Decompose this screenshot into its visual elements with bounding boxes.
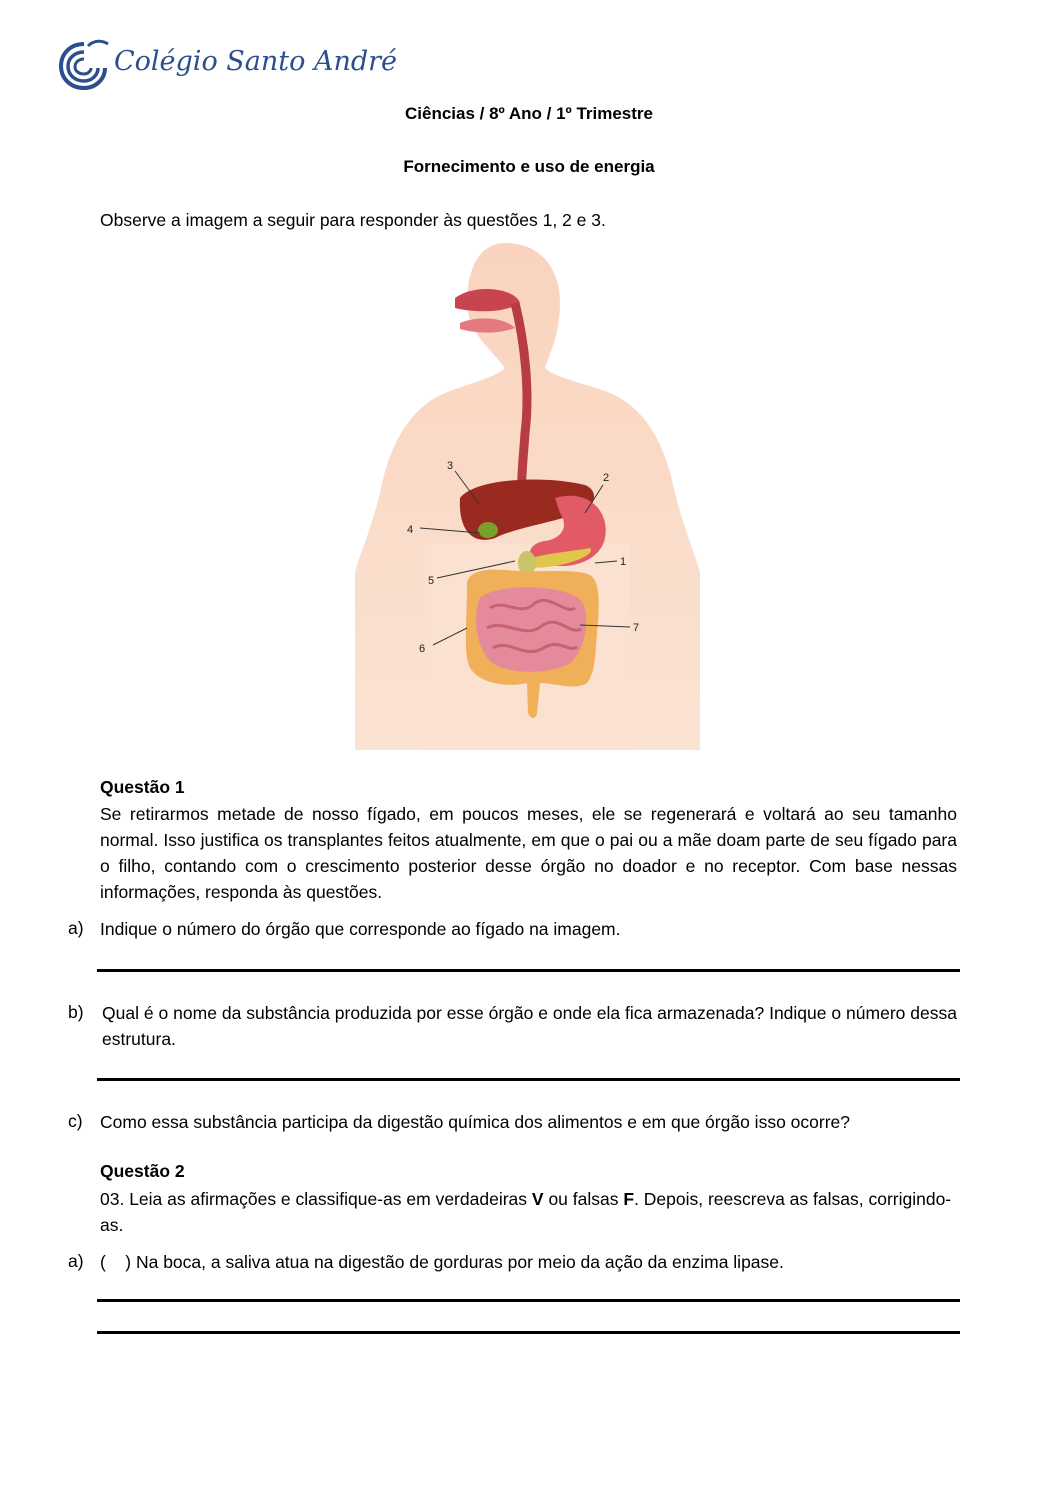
figure-label-4: 4 <box>407 524 414 536</box>
true-marker: V <box>531 1189 544 1209</box>
school-logo <box>58 38 398 94</box>
digestive-system-figure <box>355 243 700 750</box>
q1-item-b-letter: b) <box>68 1002 84 1022</box>
figure-label-5: 5 <box>428 575 435 587</box>
figure-label-6: 6 <box>419 643 426 655</box>
q1-item-b-text: Qual é o nome da substância produzida por esse órgão e onde ela fica armazenada? Indique o número dessa estrutura. <box>102 1003 957 1049</box>
q2-item-a-text: ( ) Na boca, a saliva atua na digestão de gorduras por meio da ação da enzima lipase. <box>100 1252 784 1272</box>
intro-text: Observe a imagem a seguir para responder às questões 1, 2 e 3. <box>100 210 606 230</box>
answer-line-q1b[interactable] <box>97 1078 960 1081</box>
figure-label-1: 1 <box>620 556 627 568</box>
q1-item-c-letter: c) <box>68 1111 83 1131</box>
q1-item-a-text: Indique o número do órgão que corresponde ao fígado na imagem. <box>100 919 621 939</box>
figure-label-2: 2 <box>603 472 610 484</box>
question-1-title: Questão 1 <box>100 777 185 797</box>
question-1-text: Se retirarmos metade de nosso fígado, em poucos meses, ele se regenerará e voltará ao seu tamanho normal. Isso justifica os transplantes feitos atualmente, em que o pai ou a mãe doam parte de seu fígado para o filho, contando com o crescimento posterior desse órgão no doador e no receptor. Com base nessas informações, responda às questões. <box>100 804 957 902</box>
false-marker: F <box>623 1189 635 1209</box>
subject-line: Ciências / 8º Ano / 1º Trimestre <box>405 104 653 123</box>
q1-item-c-text: Como essa substância participa da digestão química dos alimentos e em que órgão isso ocorre? <box>100 1112 850 1132</box>
answer-line-q2a-1[interactable] <box>97 1299 960 1302</box>
question-2-title: Questão 2 <box>100 1161 185 1181</box>
topic-title: Fornecimento e uso de energia <box>403 157 655 176</box>
q2-item-a-letter: a) <box>68 1251 84 1271</box>
q1-item-a-letter: a) <box>68 918 84 938</box>
question-2-text: 03. Leia as afirmações e classifique-as em verdadeiras V ou falsas F. Depois, reescreva as falsas, corrigindo-as. <box>100 1189 952 1235</box>
figure-label-3: 3 <box>447 460 454 472</box>
swirl-logo-icon <box>58 38 110 94</box>
answer-line-q1a[interactable] <box>97 969 960 972</box>
answer-line-q2a-2[interactable] <box>97 1331 960 1334</box>
figure-label-7: 7 <box>633 622 640 634</box>
school-name: Colégio Santo André <box>114 46 398 77</box>
digestive-system-illustration <box>355 243 700 750</box>
